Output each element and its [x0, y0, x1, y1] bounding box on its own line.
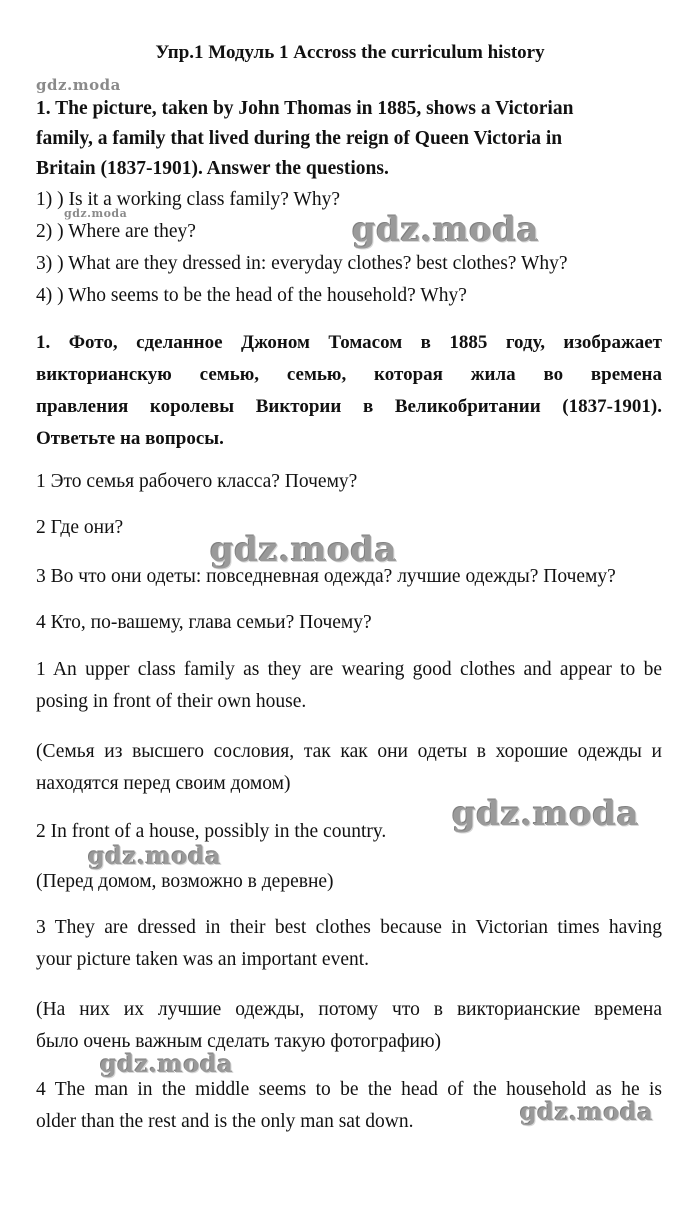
question-ru-3: 3 Во что они одеты: повседневная одежда? лучшие одежды? Почему? — [36, 566, 616, 587]
answer-line: находятся перед своим домом) — [36, 773, 291, 794]
question-ru-2: 2 Где они? — [36, 517, 124, 538]
task-english-line: 1. The picture, taken by John Thomas in 1885, shows a Victorian — [36, 98, 574, 119]
question-en-4: 4) ) Who seems to be the head of the household? Why? — [36, 285, 467, 306]
answer-3-en — [36, 912, 662, 976]
watermark-medium: gdz.moda — [100, 1049, 234, 1078]
task-russian-line: правления королевы Виктории в Великобритании (1837-1901). — [36, 396, 662, 417]
watermark-large: gdz.moda — [452, 794, 640, 834]
question-ru-1: 1 Это семья рабочего класса? Почему? — [36, 471, 358, 492]
answer-2-ru — [36, 866, 662, 898]
task-russian — [36, 327, 662, 455]
answer-line: older than the rest and is the only man sat down. — [36, 1111, 414, 1132]
answer-line: your picture taken was an important event. — [36, 949, 370, 970]
task-english — [36, 94, 662, 184]
answer-1-ru — [36, 736, 662, 800]
answer-line: 4 The man in the middle seems to be the head of the household as he is — [36, 1079, 662, 1100]
watermark-medium: gdz.moda — [88, 841, 222, 870]
question-en-2: 2) ) Where are they? — [36, 221, 196, 242]
watermark-tiny: gdz.moda — [64, 207, 128, 220]
question-en-1: 1) ) Is it a working class family? Why? — [36, 189, 340, 210]
answer-line: (На них их лучшие одежды, потому что в викторианские времена — [36, 999, 662, 1020]
watermark-small: gdz.moda — [36, 76, 121, 94]
task-russian-line: Ответьте на вопросы. — [36, 428, 224, 449]
answer-line: (Семья из высшего сословия, так как они одеты в хорошие одежды и — [36, 741, 662, 762]
task-russian-line: 1. Фото, сделанное Джоном Томасом в 1885 году, изображает — [36, 332, 662, 353]
answer-line: 2 In front of a house, possibly in the country. — [36, 821, 387, 842]
watermark-large: gdz.moda — [352, 210, 540, 250]
answer-1-en — [36, 654, 662, 718]
question-ru-4: 4 Кто, по-вашему, глава семьи? Почему? — [36, 612, 372, 633]
task-english-line: family, a family that lived during the reign of Queen Victoria in — [36, 128, 563, 149]
task-russian-line: викторианскую семью, семью, которая жила во времена — [36, 364, 662, 385]
answer-line: 1 An upper class family as they are wearing good clothes and appear to be — [36, 659, 662, 680]
answer-line: 3 They are dressed in their best clothes because in Victorian times having — [36, 917, 662, 938]
watermark-large: gdz.moda — [210, 530, 398, 570]
answer-line: (Перед домом, возможно в деревне) — [36, 871, 334, 892]
watermark-medium: gdz.moda — [520, 1097, 654, 1126]
task-english-line: Britain (1837-1901). Answer the questions. — [36, 158, 389, 179]
answer-line: posing in front of their own house. — [36, 691, 307, 712]
page-title: Упр.1 Модуль 1 Accross the curriculum history — [155, 42, 545, 63]
question-en-3: 3) ) What are they dressed in: everyday clothes? best clothes? Why? — [36, 253, 568, 274]
answer-line: было очень важным сделать такую фотографию) — [36, 1031, 442, 1052]
